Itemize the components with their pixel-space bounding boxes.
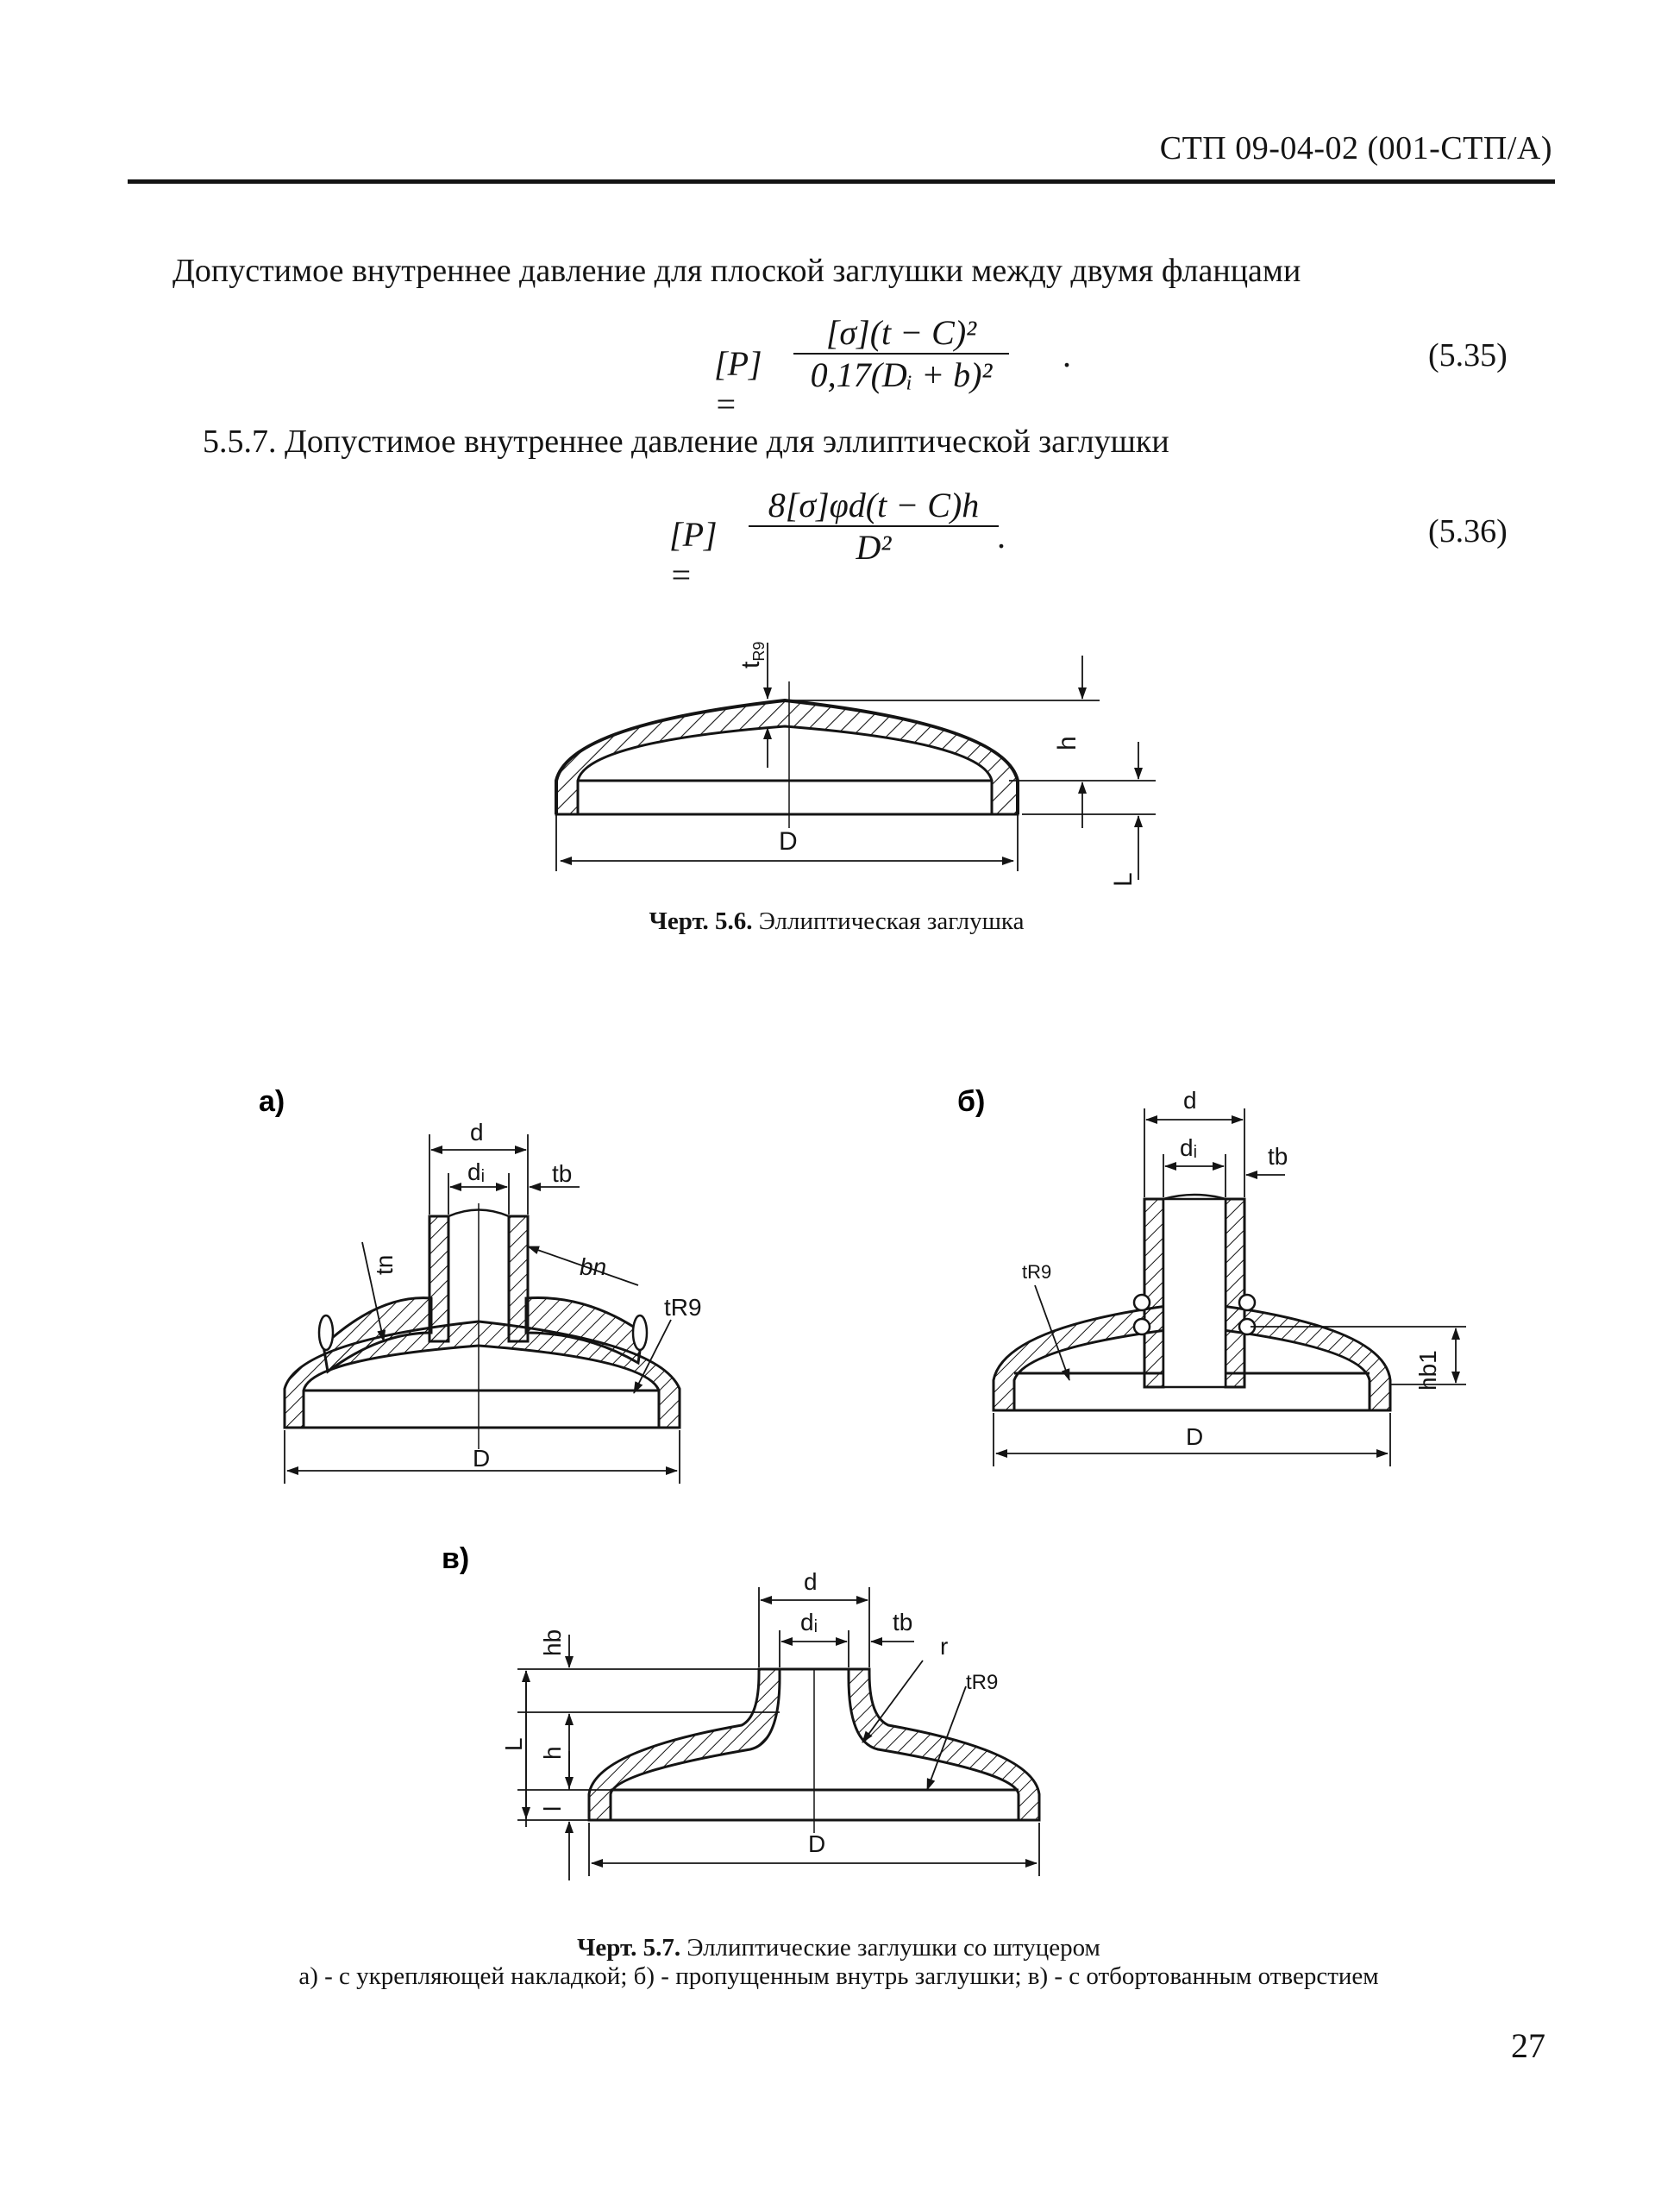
formula-tail: . bbox=[997, 517, 1006, 556]
formula-lhs: [P] = bbox=[714, 344, 762, 424]
label-tr9: tR9 bbox=[1022, 1261, 1052, 1283]
label-tb: tb bbox=[893, 1609, 913, 1635]
label-L: L bbox=[1109, 872, 1138, 887]
label-di: dᵢ bbox=[1180, 1134, 1197, 1161]
label-d: d bbox=[470, 1119, 484, 1146]
label-tn: tn bbox=[371, 1254, 398, 1275]
formula-numerator: 8[σ]φd(t − C)h bbox=[768, 486, 980, 524]
label-hb: hb bbox=[539, 1629, 566, 1656]
paragraph-elliptic-plug: 5.5.7. Допустимое внутреннее давление для эллиптической заглушки bbox=[203, 424, 1169, 460]
label-d: d bbox=[1183, 1087, 1197, 1114]
label-r: r bbox=[940, 1633, 949, 1660]
label-h: h bbox=[539, 1746, 566, 1760]
formula-denominator: D² bbox=[856, 528, 892, 567]
panel-b bbox=[957, 1085, 1466, 1466]
label-h: h bbox=[1053, 736, 1081, 750]
caption-title: Эллиптические заглушки со штуцером bbox=[680, 1934, 1100, 1962]
label-bn: bn bbox=[580, 1253, 607, 1280]
label-L: L bbox=[500, 1737, 527, 1751]
label-D: D bbox=[473, 1445, 491, 1472]
caption-figure-5-7 bbox=[172, 1934, 1505, 1991]
label-D: D bbox=[808, 1830, 826, 1857]
panel-label-v: в) bbox=[442, 1542, 470, 1575]
label-tb: tb bbox=[1268, 1143, 1288, 1170]
label-hb1: hb1 bbox=[1414, 1350, 1441, 1391]
label-D: D bbox=[1186, 1423, 1204, 1450]
label-di: dᵢ bbox=[800, 1609, 818, 1635]
label-l: l bbox=[539, 1805, 566, 1811]
label-tb: tb bbox=[552, 1160, 573, 1187]
paragraph-flat-plug: Допустимое внутреннее давление для плоской заглушки между двумя фланцами bbox=[172, 253, 1301, 289]
document-code: СТП 09-04-02 (001-СТП/А) bbox=[1159, 130, 1552, 166]
label-tr9: tR9 bbox=[966, 1671, 999, 1694]
label-D: D bbox=[779, 827, 798, 856]
formula-denominator: 0,17(Dᵢ + b)² bbox=[810, 355, 993, 394]
caption-number: Черт. 5.7. bbox=[577, 1934, 681, 1962]
caption-number: Черт. 5.6. bbox=[649, 907, 753, 935]
label-d: d bbox=[804, 1568, 818, 1595]
label-di: dᵢ bbox=[467, 1158, 485, 1185]
page-number: 27 bbox=[1511, 2026, 1545, 2065]
equation-number-5-36: (5.36) bbox=[1428, 513, 1508, 549]
panel-a bbox=[259, 1085, 702, 1484]
panel-label-a: а) bbox=[259, 1085, 285, 1118]
formula-tail: . bbox=[1063, 336, 1071, 374]
formula-lhs: [P] = bbox=[669, 515, 718, 594]
label-t-r9: $t_{R9}$ bbox=[737, 641, 768, 669]
caption-title: Эллиптическая заглушка bbox=[752, 907, 1025, 935]
panel-label-b: б) bbox=[957, 1085, 986, 1118]
panel-v bbox=[442, 1542, 1039, 1880]
equation-number-5-35: (5.35) bbox=[1428, 337, 1508, 374]
formula-numerator: [σ](t − C)² bbox=[825, 313, 977, 352]
label-tr9: tR9 bbox=[664, 1294, 702, 1321]
caption-subtitle: а) - с укрепляющей накладкой; б) - пропущенным внутрь заглушки; в) - с отбортованным отверстием bbox=[298, 1962, 1379, 1990]
